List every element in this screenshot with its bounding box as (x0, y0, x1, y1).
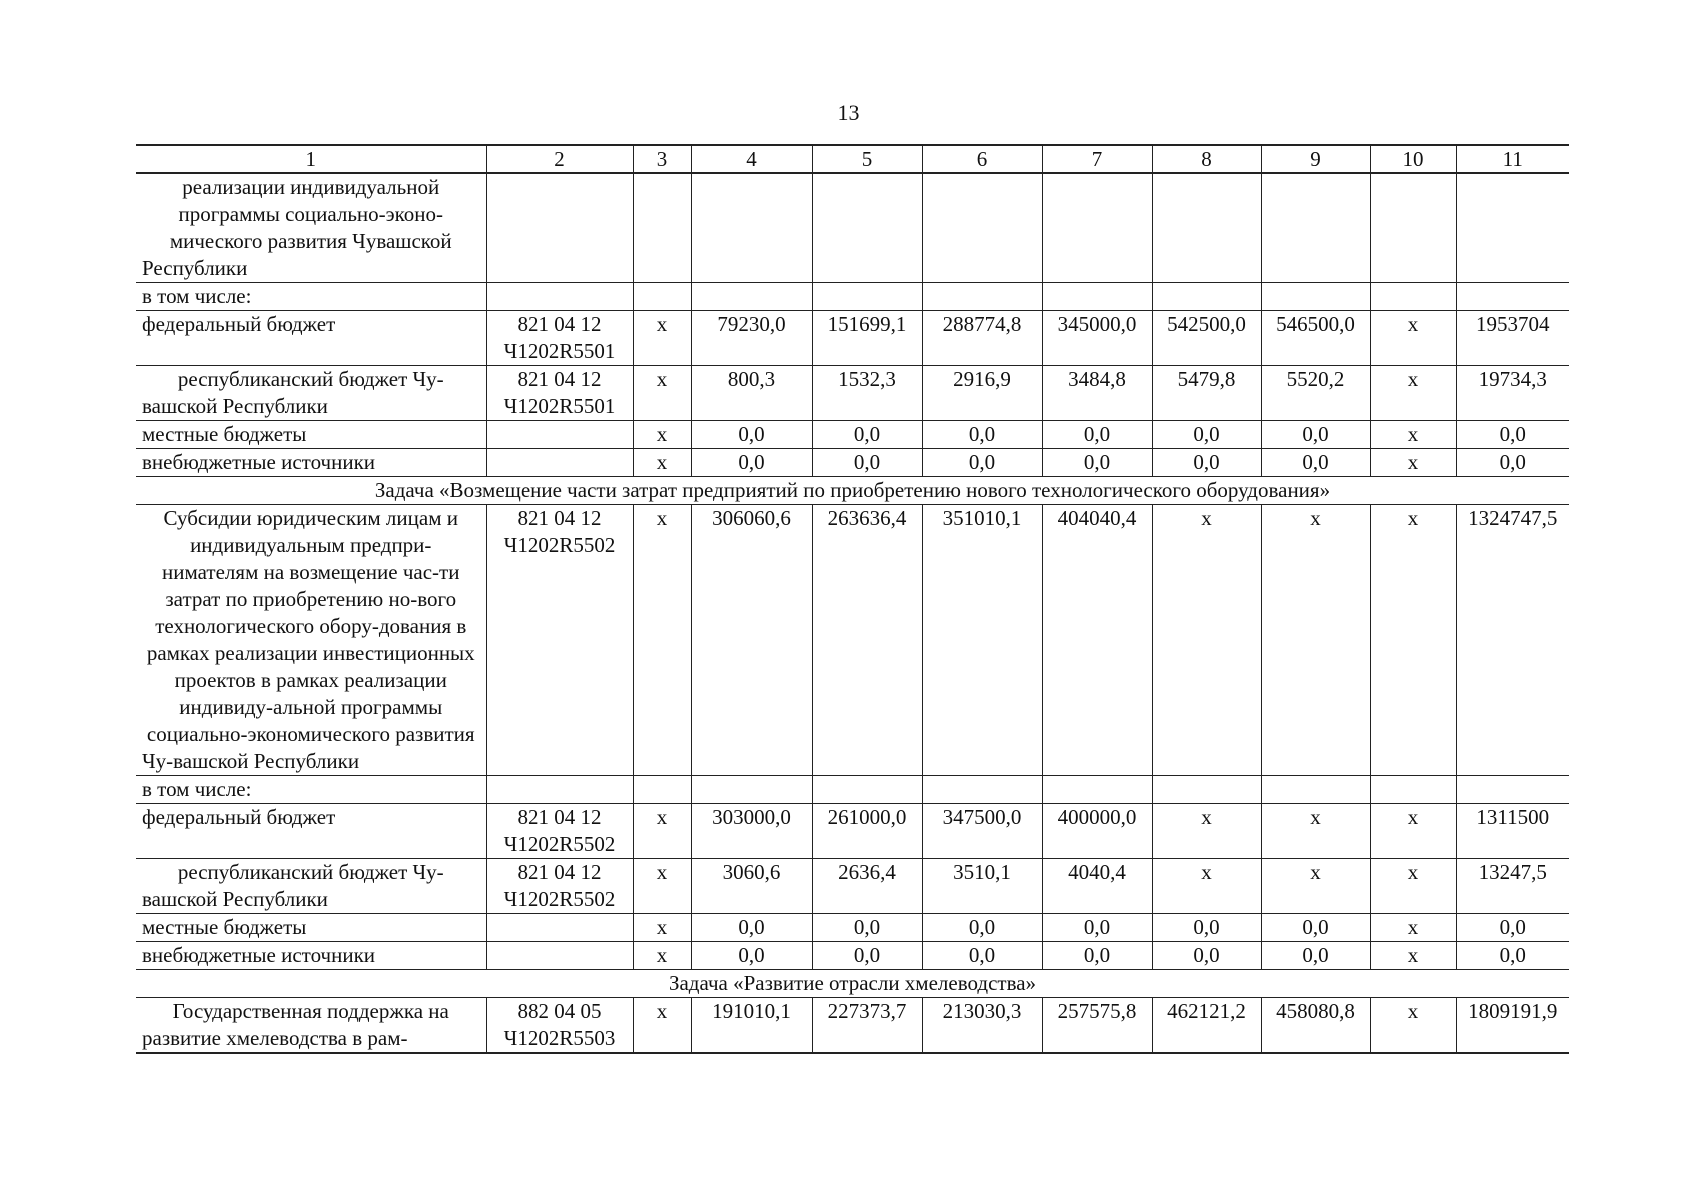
value-cell-col-11: 1324747,5 (1456, 505, 1569, 776)
table-row (136, 859, 1569, 914)
table-row (136, 421, 1569, 449)
value-cell-col-10: х (1370, 942, 1456, 970)
value-cell-col-3: х (633, 859, 691, 914)
value-cell-col-8: 0,0 (1152, 942, 1261, 970)
value-cell-col-11: 0,0 (1456, 421, 1569, 449)
value-cell-col-8 (1152, 776, 1261, 804)
budget-code: 821 04 12 Ч1202R5502 (486, 859, 633, 914)
value-cell-col-6 (922, 173, 1042, 283)
row-description: в том числе: (136, 283, 486, 311)
value-cell-col-10: х (1370, 859, 1456, 914)
value-cell-col-7: 0,0 (1042, 449, 1152, 477)
value-cell-col-9: х (1261, 505, 1370, 776)
value-cell-col-10: х (1370, 998, 1456, 1054)
value-cell-col-9: 546500,0 (1261, 311, 1370, 366)
value-cell-col-3: х (633, 804, 691, 859)
value-cell-col-4: 0,0 (691, 421, 812, 449)
row-description: в том числе: (136, 776, 486, 804)
header-cell: 4 (691, 145, 812, 173)
page-number: 13 (837, 100, 860, 125)
value-cell-col-7 (1042, 173, 1152, 283)
value-cell-col-3 (633, 776, 691, 804)
value-cell-col-10: х (1370, 505, 1456, 776)
value-cell-col-9: 0,0 (1261, 421, 1370, 449)
value-cell-col-10: х (1370, 914, 1456, 942)
row-description: внебюджетные источники (136, 449, 486, 477)
value-cell-col-3: х (633, 998, 691, 1054)
header-cell: 11 (1456, 145, 1569, 173)
task-heading: Задача «Возмещение части затрат предприятий по приобретению нового технологического оборудования» (136, 477, 1569, 505)
value-cell-col-6: 0,0 (922, 942, 1042, 970)
value-cell-col-5 (812, 776, 922, 804)
budget-code (486, 942, 633, 970)
value-cell-col-10 (1370, 173, 1456, 283)
value-cell-col-5: 151699,1 (812, 311, 922, 366)
value-cell-col-5: 0,0 (812, 421, 922, 449)
task-row (136, 477, 1569, 505)
value-cell-col-6 (922, 776, 1042, 804)
value-cell-col-11: 1809191,9 (1456, 998, 1569, 1054)
value-cell-col-8 (1152, 283, 1261, 311)
value-cell-col-6: 2916,9 (922, 366, 1042, 421)
row-description: федеральный бюджет (136, 311, 486, 366)
value-cell-col-8: 5479,8 (1152, 366, 1261, 421)
value-cell-col-7 (1042, 776, 1152, 804)
value-cell-col-11: 0,0 (1456, 942, 1569, 970)
table-row (136, 311, 1569, 366)
value-cell-col-10 (1370, 776, 1456, 804)
value-cell-col-3: х (633, 449, 691, 477)
task-row (136, 970, 1569, 998)
value-cell-col-7: 345000,0 (1042, 311, 1152, 366)
row-description: Субсидии юридическим лицам и индивидуальным предпри-нимателям на возмещение час-ти затрат по приобретению но-вого технологического обору-дования в рамках реализации инвестиционных проектов в рамках реализации индивиду-альной программы социально-экономического развития Чу-вашской Республики (136, 505, 486, 776)
value-cell-col-9 (1261, 173, 1370, 283)
value-cell-col-4 (691, 173, 812, 283)
table-row (136, 366, 1569, 421)
value-cell-col-3: х (633, 366, 691, 421)
table-row (136, 505, 1569, 776)
value-cell-col-9: 0,0 (1261, 914, 1370, 942)
value-cell-col-11: 19734,3 (1456, 366, 1569, 421)
budget-code: 821 04 12 Ч1202R5501 (486, 311, 633, 366)
value-cell-col-9: 0,0 (1261, 449, 1370, 477)
value-cell-col-11: 0,0 (1456, 449, 1569, 477)
row-description: реализации индивидуальной программы социально-эконо-мического развития Чувашской Республики (136, 173, 486, 283)
value-cell-col-9: 0,0 (1261, 942, 1370, 970)
value-cell-col-3: х (633, 942, 691, 970)
header-cell: 1 (136, 145, 486, 173)
value-cell-col-8: 542500,0 (1152, 311, 1261, 366)
value-cell-col-5 (812, 173, 922, 283)
value-cell-col-11: 1311500 (1456, 804, 1569, 859)
value-cell-col-4: 191010,1 (691, 998, 812, 1054)
value-cell-col-9: 5520,2 (1261, 366, 1370, 421)
header-cell: 8 (1152, 145, 1261, 173)
value-cell-col-5: 2636,4 (812, 859, 922, 914)
value-cell-col-4: 0,0 (691, 914, 812, 942)
row-description: внебюджетные источники (136, 942, 486, 970)
header-cell: 2 (486, 145, 633, 173)
budget-code (486, 914, 633, 942)
value-cell-col-5: 261000,0 (812, 804, 922, 859)
value-cell-col-9: 458080,8 (1261, 998, 1370, 1054)
value-cell-col-8: 462121,2 (1152, 998, 1261, 1054)
value-cell-col-5: 0,0 (812, 449, 922, 477)
value-cell-col-5: 0,0 (812, 914, 922, 942)
header-cell: 6 (922, 145, 1042, 173)
value-cell-col-7: 0,0 (1042, 942, 1152, 970)
value-cell-col-5: 1532,3 (812, 366, 922, 421)
budget-code (486, 421, 633, 449)
value-cell-col-7: 257575,8 (1042, 998, 1152, 1054)
value-cell-col-3: х (633, 914, 691, 942)
budget-table (136, 144, 1569, 1054)
value-cell-col-6: 0,0 (922, 421, 1042, 449)
value-cell-col-4 (691, 776, 812, 804)
value-cell-col-3: х (633, 421, 691, 449)
value-cell-col-5: 263636,4 (812, 505, 922, 776)
value-cell-col-7: 0,0 (1042, 914, 1152, 942)
value-cell-col-7: 4040,4 (1042, 859, 1152, 914)
budget-code: 821 04 12 Ч1202R5502 (486, 804, 633, 859)
value-cell-col-11: 1953704 (1456, 311, 1569, 366)
value-cell-col-4: 79230,0 (691, 311, 812, 366)
value-cell-col-9 (1261, 776, 1370, 804)
value-cell-col-9 (1261, 283, 1370, 311)
value-cell-col-10: х (1370, 421, 1456, 449)
value-cell-col-4: 303000,0 (691, 804, 812, 859)
value-cell-col-4: 3060,6 (691, 859, 812, 914)
value-cell-col-10: х (1370, 366, 1456, 421)
value-cell-col-10: х (1370, 311, 1456, 366)
budget-code (486, 173, 633, 283)
value-cell-col-3 (633, 173, 691, 283)
value-cell-col-10: х (1370, 449, 1456, 477)
header-cell: 5 (812, 145, 922, 173)
value-cell-col-7: 404040,4 (1042, 505, 1152, 776)
table-row (136, 776, 1569, 804)
value-cell-col-4: 306060,6 (691, 505, 812, 776)
table-row (136, 914, 1569, 942)
value-cell-col-6: 347500,0 (922, 804, 1042, 859)
table-row (136, 283, 1569, 311)
budget-code (486, 283, 633, 311)
value-cell-col-7: 0,0 (1042, 421, 1152, 449)
row-description: местные бюджеты (136, 914, 486, 942)
value-cell-col-8: 0,0 (1152, 449, 1261, 477)
value-cell-col-6: 0,0 (922, 449, 1042, 477)
table-row (136, 804, 1569, 859)
value-cell-col-6: 213030,3 (922, 998, 1042, 1054)
table-body (136, 173, 1569, 1053)
task-heading: Задача «Развитие отрасли хмелеводства» (136, 970, 1569, 998)
value-cell-col-3 (633, 283, 691, 311)
budget-code (486, 449, 633, 477)
value-cell-col-11 (1456, 283, 1569, 311)
row-description: республиканский бюджет Чу-вашской Республики (136, 859, 486, 914)
row-description: Государственная поддержка на развитие хмелеводства в рам- (136, 998, 486, 1054)
value-cell-col-5 (812, 283, 922, 311)
value-cell-col-4: 800,3 (691, 366, 812, 421)
value-cell-col-6: 3510,1 (922, 859, 1042, 914)
value-cell-col-10 (1370, 283, 1456, 311)
value-cell-col-3: х (633, 311, 691, 366)
table-row (136, 942, 1569, 970)
value-cell-col-5: 0,0 (812, 942, 922, 970)
row-description: федеральный бюджет (136, 804, 486, 859)
value-cell-col-7: 3484,8 (1042, 366, 1152, 421)
table-row (136, 998, 1569, 1054)
value-cell-col-5: 227373,7 (812, 998, 922, 1054)
value-cell-col-11 (1456, 776, 1569, 804)
value-cell-col-8: х (1152, 859, 1261, 914)
header-cell: 10 (1370, 145, 1456, 173)
value-cell-col-9: х (1261, 859, 1370, 914)
value-cell-col-9: х (1261, 804, 1370, 859)
value-cell-col-4: 0,0 (691, 942, 812, 970)
row-description: местные бюджеты (136, 421, 486, 449)
budget-code: 821 04 12 Ч1202R5502 (486, 505, 633, 776)
value-cell-col-6: 351010,1 (922, 505, 1042, 776)
value-cell-col-11: 0,0 (1456, 914, 1569, 942)
value-cell-col-8: 0,0 (1152, 914, 1261, 942)
value-cell-col-4 (691, 283, 812, 311)
budget-code (486, 776, 633, 804)
value-cell-col-8 (1152, 173, 1261, 283)
value-cell-col-8: х (1152, 804, 1261, 859)
header-cell: 9 (1261, 145, 1370, 173)
value-cell-col-6: 288774,8 (922, 311, 1042, 366)
header-cell: 3 (633, 145, 691, 173)
value-cell-col-6: 0,0 (922, 914, 1042, 942)
budget-code: 882 04 05 Ч1202R5503 (486, 998, 633, 1054)
value-cell-col-7: 400000,0 (1042, 804, 1152, 859)
header-cell: 7 (1042, 145, 1152, 173)
value-cell-col-8: 0,0 (1152, 421, 1261, 449)
value-cell-col-6 (922, 283, 1042, 311)
value-cell-col-3: х (633, 505, 691, 776)
value-cell-col-7 (1042, 283, 1152, 311)
value-cell-col-11 (1456, 173, 1569, 283)
header-row (136, 145, 1569, 173)
value-cell-col-8: х (1152, 505, 1261, 776)
value-cell-col-11: 13247,5 (1456, 859, 1569, 914)
table-row (136, 173, 1569, 283)
row-description: республиканский бюджет Чу-вашской Республики (136, 366, 486, 421)
value-cell-col-10: х (1370, 804, 1456, 859)
table-row (136, 449, 1569, 477)
budget-code: 821 04 12 Ч1202R5501 (486, 366, 633, 421)
value-cell-col-4: 0,0 (691, 449, 812, 477)
